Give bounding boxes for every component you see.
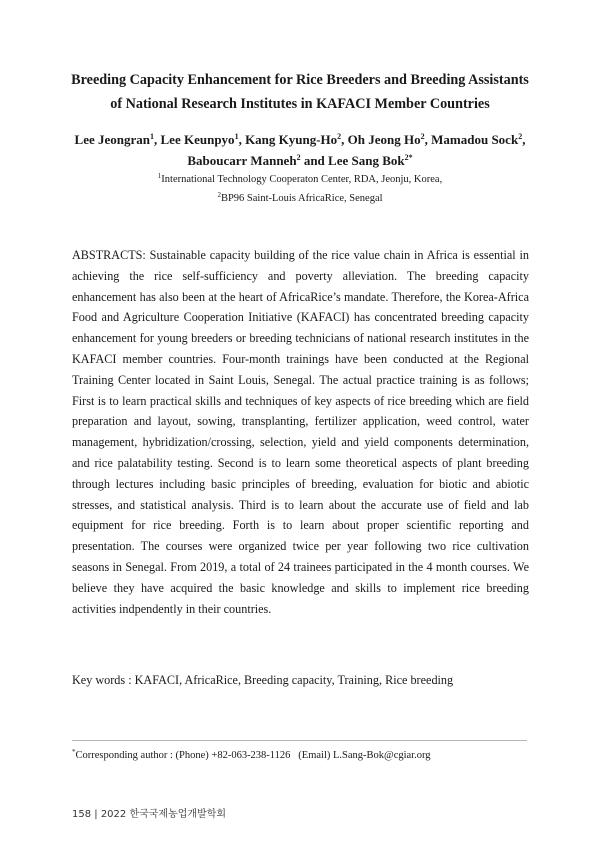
- footnote-text: Corresponding author : (Phone) +82-063-238-1126 (Email) L.Sang-Bok@cgiar.org: [75, 750, 431, 761]
- author-affiliation-mark: 2*: [404, 153, 413, 162]
- author-name: Oh Jeong Ho: [347, 132, 421, 147]
- author-affiliation-mark: 1: [150, 132, 155, 141]
- paper-title: [40, 68, 560, 116]
- author-affiliation-mark: 2: [296, 153, 301, 162]
- affiliation-1: [40, 173, 560, 187]
- footnote-mark: *: [72, 748, 76, 756]
- author-name: Baboucarr Manneh: [187, 153, 297, 168]
- author-separator: ,: [522, 132, 526, 147]
- corresponding-author-note: [72, 749, 431, 763]
- affiliation-2: [40, 192, 560, 206]
- author-separator: ,: [424, 132, 432, 147]
- author-separator: ,: [238, 132, 246, 147]
- author-affiliation-mark: 1: [234, 132, 239, 141]
- page-footer: 158 | 2022 한국국제농업개발학회: [72, 809, 227, 820]
- title-line-2: of National Research Institutes in KAFACI Member Countries: [110, 96, 490, 112]
- author-affiliation-mark: 2: [518, 132, 523, 141]
- author-separator: and: [300, 153, 329, 168]
- author-affiliation-mark: 2: [337, 132, 342, 141]
- abstract-paragraph: ABSTRACTS: Sustainable capacity building of the rice value chain in Africa is essential in achieving the rice self-sufficiency and poverty alleviation. The breeding capacity enhancement has also been at the heart of AfricaRice’s mandate. Therefore, the Korea-Africa Food and Agriculture Cooperation Initiative (KAFACI) has concentrated breeding capacity enhancement for young breeders or breeding technicians of national research institutes in the KAFACI member countries. Four-month trainings have been conducted at the Regional Training Center located in Saint Louis, Senegal. The actual practice training is as follows; First is to learn practical skills and techniques of key aspects of rice breeding which are field preparation and layout, sowing, transplanting, fertilizer application, weed control, water management, hybridization/crossing, selection, yield and yield components determination, and rice palatability testing. Second is to learn some theoretical aspects of plant breeding through lectures including basic principles of breeding, evaluation for biotic and abiotic stresses, and statistical analysis. Third is to learn about the accurate use of field and lab equipment for rice breeding. Forth is to learn about proper scientific reporting and presentation. The courses were organized twice per year following two rice cultivation seasons in Senegal. From 2019, a total of 24 trainees participated in the 4 month courses. We believe they have acquired the basic knowledge and skills to implement rice breeding activities indpendently in their countries.: [72, 248, 529, 616]
- affiliation-text: International Technology Cooperaton Center, RDA, Jeonju, Korea,: [161, 174, 443, 185]
- affiliation-mark: 2: [217, 191, 221, 199]
- affiliation-text: BP96 Saint-Louis AfricaRice, Senegal: [220, 193, 383, 204]
- author-affiliation-mark: 2: [420, 132, 425, 141]
- author-separator: ,: [154, 132, 161, 147]
- author-separator: ,: [341, 132, 348, 147]
- author-list: [40, 129, 560, 171]
- author-name: Lee Keunpyo: [160, 132, 235, 147]
- keywords-line: Key words : KAFACI, AfricaRice, Breeding capacity, Training, Rice breeding: [72, 673, 454, 687]
- affiliation-mark: 1: [157, 172, 162, 180]
- author-name: Kang Kyung-Ho: [245, 132, 338, 147]
- author-name: Mamadou Sock: [431, 132, 519, 147]
- author-name: Lee Jeongran: [74, 132, 151, 147]
- title-line-1: Breeding Capacity Enhancement for Rice Breeders and Breeding Assistants: [71, 72, 529, 88]
- author-name: Lee Sang Bok: [328, 153, 405, 168]
- footnote-divider: [72, 740, 527, 741]
